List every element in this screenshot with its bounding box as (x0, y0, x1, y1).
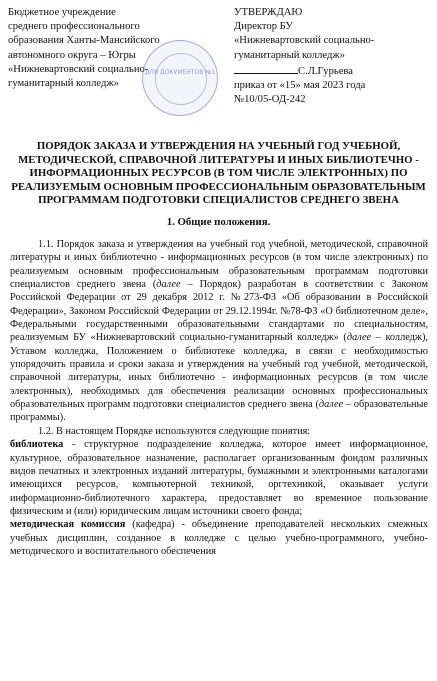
definition-text: - структурное подразделение колледжа, которое имеет информационное, культурное, образовательное назначение, располагает организованным фондом различных видов печатных и электронных изданий литературы, бумажными и электронными каталогами имеющихся ресурсов, компьютерной техникой, оргтехникой, оказывает услуги информационно-библиотечного характера, предоставляет во временное пользование физическим и (или) юридическим лицам источники своего фонда; (10, 439, 428, 517)
document-title: ПОРЯДОК ЗАКАЗА И УТВЕРЖДЕНИЯ НА УЧЕБНЫЙ ГОД УЧЕБНОЙ, МЕТОДИЧЕСКОЙ, СПРАВОЧНОЙ ЛИТЕРАТУРЫ И ИНЫХ БИБЛИОТЕЧНО - ИНФОРМАЦИОННЫХ РЕСУРСОВ (В ТОМ ЧИСЛЕ ЭЛЕКТРОННЫХ) ПО РЕАЛИЗУЕМЫМ ОСНОВНЫМ ПРОФЕССИОНАЛЬНЫМ ОБРАЗОВАТЕЛЬНЫМ ПРОГРАММАМ ПОДГОТОВКИ СПЕЦИАЛИСТОВ СРЕДНЕГО ЗВЕНА (11, 140, 426, 207)
stamp-text: ДЛЯ ДОКУМЕНТОВ №1 (144, 69, 216, 76)
text-run-italic: далее (156, 279, 181, 291)
approval-label: УТВЕРЖДАЮ (234, 7, 303, 18)
definition-text: (кафедра) - объединение преподавателей нескольких смежных учебных дисциплин, созданное в колледже с целью учебно-программного, учебно-методического и воспитательного обеспечения (10, 519, 428, 557)
approval-block (234, 6, 432, 107)
institution-line: автономного округа – Югры (8, 49, 136, 61)
section-heading: 1. Общие положения. (166, 216, 271, 228)
definition-term: библиотека (10, 439, 64, 451)
approver-position: Директор БУ (234, 21, 293, 33)
institution-line: «Нижневартовский социально- (8, 63, 149, 75)
paragraph-1-2: 1.2. В настоящем Порядке используются следующие понятия: (38, 425, 311, 437)
text-run: – образовательные программы). (10, 399, 428, 424)
official-stamp-icon (142, 40, 218, 116)
institution-line: образования Ханты-Мансийского (8, 35, 160, 47)
definition-library (10, 438, 428, 518)
text-run: – Порядок) разработан в соответствии с Законом Российской Федерации от 29 декабря 2012 г. №273-ФЗ «Об образовании в Российской Федерации», Законом Российской Федерации от 29.12.1994г. №78-ФЗ «О библиотечном деле», Федеральными государственными образовательными стандартами по специальностям, реализуемым БУ «Нижневартовский социально-гуманитарный колледж» ( (10, 279, 428, 344)
text-run-italic: далее (318, 399, 344, 411)
signature-blank (234, 63, 298, 74)
institution-line: гуманитарный колледж» (8, 78, 119, 90)
approver-org-line: гуманитарный колледж» (234, 49, 345, 61)
stamp-inner-ring (155, 53, 207, 105)
signer-name: С.Л.Гурьева (298, 65, 353, 77)
definition-method-commission (10, 518, 428, 558)
institution-line: среднего профессионального (8, 21, 140, 33)
institution-line: Бюджетное учреждение (8, 7, 116, 18)
text-run: 1.1. Порядок заказа и утверждения на учебный год учебной, методической, справочной литературы и иных библиотечно - информационных ресурсов (в том числе электронных) по реализуемым основным профессиональным образовательным программам подготовки специалистов среднего звена ( (10, 239, 428, 291)
order-number: №10/05-ОД-242 (234, 94, 306, 106)
definition-term: методическая комиссия (10, 519, 126, 531)
text-run: – колледж), Уставом колледжа, Положением о библиотеке колледжа, в связи с необходимостью упорядочить правила и сроки заказа и утверждения на учебный год учебной, методической, справочной литературы, иных библиотечно - информационных ресурсов (в том числе электронных), необходимых для обеспечения реализации основных профессиональных образовательных программ подготовки специалистов среднего звена ( (10, 332, 428, 411)
order-date: приказ от «15» мая 2023 года (234, 80, 366, 92)
signature-line (234, 63, 432, 79)
document-body (10, 238, 428, 558)
approver-org-line: «Нижневартовский социально- (234, 35, 375, 47)
text-run-italic: далее (346, 332, 372, 344)
paragraph-1-1 (10, 238, 428, 425)
